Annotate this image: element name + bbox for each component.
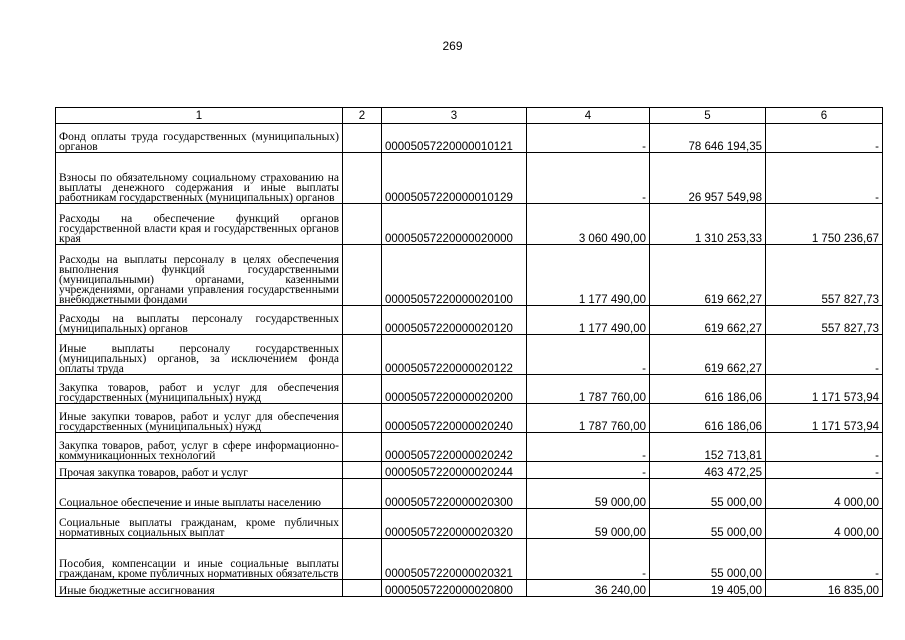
row-name: Фонд оплаты труда государственных (муниципальных) органов — [56, 124, 343, 153]
row-name: Расходы на выплаты персоналу в целях обеспечения выполнения функций государственными (муниципальными) органами, казенными учреждениями, органами управления государственными внебюджетными фондами — [56, 245, 343, 306]
table-row — [56, 375, 883, 404]
row-value-5: 26 957 549,98 — [650, 153, 766, 204]
header-row — [56, 108, 883, 124]
row-value-6: 1 171 573,94 — [766, 404, 883, 433]
row-value-6: 557 827,73 — [766, 306, 883, 335]
table-row — [56, 539, 883, 580]
row-col2 — [343, 335, 382, 375]
row-value-5: 619 662,27 — [650, 335, 766, 375]
row-value-6: 4 000,00 — [766, 509, 883, 539]
row-col2 — [343, 539, 382, 580]
row-col2 — [343, 509, 382, 539]
row-col2 — [343, 204, 382, 245]
row-value-4: 1 787 760,00 — [527, 404, 650, 433]
row-code: 00005057220000020242 — [382, 433, 527, 462]
table-row — [56, 306, 883, 335]
table-row — [56, 404, 883, 433]
row-value-4: 59 000,00 — [527, 479, 650, 509]
row-col2 — [343, 245, 382, 306]
header-col-1: 1 — [56, 108, 343, 124]
row-code: 00005057220000010129 — [382, 153, 527, 204]
row-code: 00005057220000020244 — [382, 462, 527, 479]
row-col2 — [343, 479, 382, 509]
table-row — [56, 335, 883, 375]
row-value-5: 616 186,06 — [650, 375, 766, 404]
row-value-6: 4 000,00 — [766, 479, 883, 509]
row-value-4: 36 240,00 — [527, 580, 650, 597]
row-value-6: - — [766, 153, 883, 204]
row-value-4: - — [527, 153, 650, 204]
row-name: Расходы на выплаты персоналу государственных (муниципальных) органов — [56, 306, 343, 335]
row-value-5: 78 646 194,35 — [650, 124, 766, 153]
row-code: 00005057220000020120 — [382, 306, 527, 335]
row-value-6: - — [766, 539, 883, 580]
row-code: 00005057220000010121 — [382, 124, 527, 153]
row-name: Иные бюджетные ассигнования — [56, 580, 343, 597]
row-value-4: 1 177 490,00 — [527, 245, 650, 306]
row-code: 00005057220000020122 — [382, 335, 527, 375]
row-col2 — [343, 153, 382, 204]
page-number: 269 — [442, 39, 463, 53]
budget-table — [55, 107, 883, 597]
row-code: 00005057220000020240 — [382, 404, 527, 433]
row-col2 — [343, 124, 382, 153]
row-value-6: - — [766, 462, 883, 479]
row-value-4: 59 000,00 — [527, 509, 650, 539]
row-name: Закупка товаров, работ, услуг в сфере информационно-коммуникационных технологий — [56, 433, 343, 462]
row-value-4: 1 787 760,00 — [527, 375, 650, 404]
header-col-4: 4 — [527, 108, 650, 124]
table-row — [56, 204, 883, 245]
row-value-4: - — [527, 433, 650, 462]
table-row — [56, 462, 883, 479]
row-col2 — [343, 580, 382, 597]
row-code: 00005057220000020000 — [382, 204, 527, 245]
row-code: 00005057220000020321 — [382, 539, 527, 580]
header-col-5: 5 — [650, 108, 766, 124]
table-row — [56, 580, 883, 597]
row-value-5: 55 000,00 — [650, 539, 766, 580]
row-value-4: - — [527, 539, 650, 580]
row-value-4: 1 177 490,00 — [527, 306, 650, 335]
row-name: Иные закупки товаров, работ и услуг для обеспечения государственных (муниципальных) нужд — [56, 404, 343, 433]
row-value-6: - — [766, 433, 883, 462]
row-name: Социальные выплаты гражданам, кроме публичных нормативных социальных выплат — [56, 509, 343, 539]
row-name: Прочая закупка товаров, работ и услуг — [56, 462, 343, 479]
row-name: Закупка товаров, работ и услуг для обеспечения государственных (муниципальных) нужд — [56, 375, 343, 404]
table-row — [56, 245, 883, 306]
row-code: 00005057220000020100 — [382, 245, 527, 306]
row-value-4: 3 060 490,00 — [527, 204, 650, 245]
row-name: Взносы по обязательному социальному страхованию на выплаты денежного содержания и иные выплаты работникам государственных (муниципальных) органов — [56, 153, 343, 204]
row-value-5: 619 662,27 — [650, 306, 766, 335]
row-name: Социальное обеспечение и иные выплаты населению — [56, 479, 343, 509]
row-value-5: 463 472,25 — [650, 462, 766, 479]
row-value-5: 616 186,06 — [650, 404, 766, 433]
row-code: 00005057220000020300 — [382, 479, 527, 509]
row-value-5: 19 405,00 — [650, 580, 766, 597]
row-value-6: 1 171 573,94 — [766, 375, 883, 404]
row-code: 00005057220000020200 — [382, 375, 527, 404]
row-value-6: 557 827,73 — [766, 245, 883, 306]
row-value-5: 55 000,00 — [650, 479, 766, 509]
row-value-6: 1 750 236,67 — [766, 204, 883, 245]
row-code: 00005057220000020320 — [382, 509, 527, 539]
table-row — [56, 153, 883, 204]
row-value-6: - — [766, 335, 883, 375]
row-col2 — [343, 433, 382, 462]
row-value-5: 619 662,27 — [650, 245, 766, 306]
row-col2 — [343, 375, 382, 404]
row-value-4: - — [527, 124, 650, 153]
row-value-5: 55 000,00 — [650, 509, 766, 539]
row-name: Пособия, компенсации и иные социальные выплаты гражданам, кроме публичных нормативных обязательств — [56, 539, 343, 580]
header-col-3: 3 — [382, 108, 527, 124]
row-col2 — [343, 462, 382, 479]
table-row — [56, 509, 883, 539]
header-col-6: 6 — [766, 108, 883, 124]
row-name: Иные выплаты персоналу государственных (муниципальных) органов, за исключением фонда оплаты труда — [56, 335, 343, 375]
row-value-5: 152 713,81 — [650, 433, 766, 462]
row-code: 00005057220000020800 — [382, 580, 527, 597]
row-value-4: - — [527, 335, 650, 375]
header-col-2: 2 — [343, 108, 382, 124]
row-value-4: - — [527, 462, 650, 479]
row-value-6: - — [766, 124, 883, 153]
table-row — [56, 479, 883, 509]
row-value-5: 1 310 253,33 — [650, 204, 766, 245]
table-row — [56, 124, 883, 153]
table-row — [56, 433, 883, 462]
row-name: Расходы на обеспечение функций органов государственной власти края и государственных органов края — [56, 204, 343, 245]
row-col2 — [343, 404, 382, 433]
row-value-6: 16 835,00 — [766, 580, 883, 597]
row-col2 — [343, 306, 382, 335]
